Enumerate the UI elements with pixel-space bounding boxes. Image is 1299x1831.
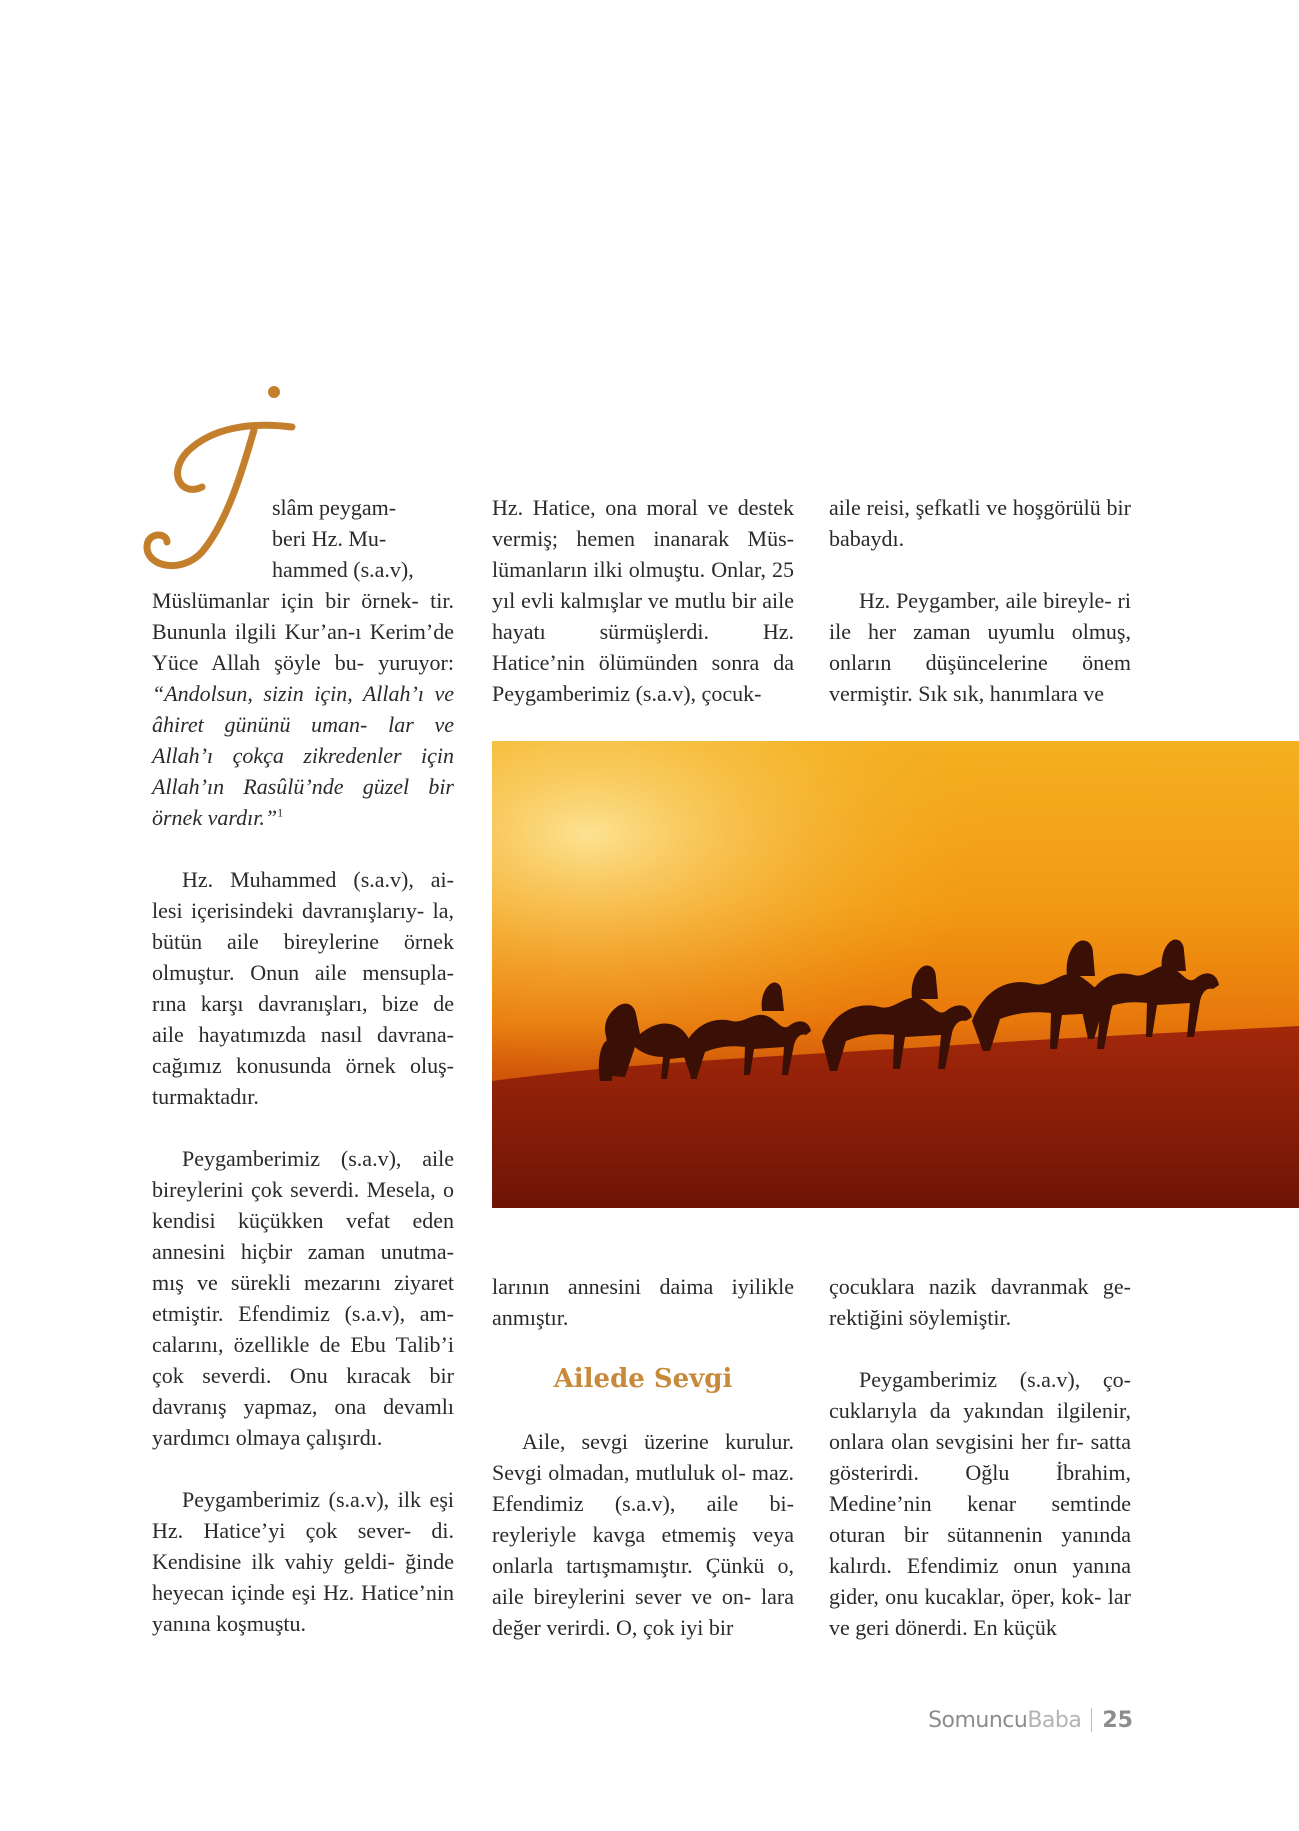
paragraph: aile reisi, şefkatli ve hoşgörülü bir babaydı. [829, 495, 1131, 551]
magazine-logo [928, 1708, 1081, 1733]
article-column-2-bottom [492, 1271, 794, 1643]
intro-line-1: slâm peygam- [272, 495, 397, 520]
article-column-3-top [829, 492, 1131, 709]
paragraph: Hz. Hatice, ona moral ve destek vermiş; hemen inanarak Müs- lümanların ilki olmuştu. Onlar, 25 yıl evli kalmışlar ve mutlu bir aile hayatı sürmüşlerdi. Hz. Hatice’nin ölümünden sonra da Peygamberimiz (s.a.v), çocuk- [492, 495, 794, 706]
paragraph: Hz. Muhammed (s.a.v), ai- lesi içerisindeki davranışlarıy- la, bütün aile bireylerine örnek olmuştur. Onun aile mensupla- rına karşı davranışları, bize de aile hayatımızda nasıl davrana- cağımız konusunda örnek oluş- turmaktadır. [152, 867, 454, 1109]
intro-line-3: hammed (s.a.v), [272, 557, 414, 582]
footnote-marker: 1 [277, 805, 284, 820]
article-column-1 [152, 492, 454, 1639]
page-footer [928, 1704, 1133, 1736]
page-number: 25 [1102, 1707, 1133, 1733]
footer-divider [1091, 1708, 1092, 1732]
logo-part-2: Baba [1027, 1707, 1082, 1733]
article-column-2-top [492, 492, 794, 709]
logo-part-1: Somuncu [928, 1707, 1028, 1733]
paragraph: Aile, sevgi üzerine kurulur. Sevgi olmadan, mutluluk ol- maz. Efendimiz (s.a.v), aile bi- reyleriyle kavga etmemiş veya onlarla tartışmamıştır. Çünkü o, aile bireylerini sever ve on- lara değer verirdi. O, çok iyi bir [492, 1429, 794, 1640]
camel-caravan-photo [492, 741, 1299, 1208]
section-heading: Ailede Sevgi [553, 1364, 733, 1394]
paragraph: Peygamberimiz (s.a.v), aile bireylerini çok severdi. Mesela, o kendisi küçükken vefat eden annesini hiçbir zaman unutma- mış ve sürekli mezarını ziyaret etmiştir. Efendimiz (s.a.v), am- calarını, özellikle de Ebu Talib’i çok severdi. Onu kıracak bir davranış yapmaz, ona devamlı yardımcı olmaya çalışırdı. [152, 1146, 454, 1450]
intro-paragraph [152, 492, 454, 833]
intro-text: Müslümanlar için bir örnek- tir. Bununla ilgili Kur’an-ı Kerim’de Yüce Allah şöyle bu- yuruyor: [152, 588, 454, 675]
quran-quote: “Andolsun, sizin için, Allah’ı ve âhiret gününü uman- lar ve Allah’ı çokça zikredenler için Allah’ın Rasûlü’nde güzel bir örnek vardır.” [152, 681, 454, 830]
paragraph: Hz. Peygamber, aile bireyle- ri ile her zaman uyumlu olmuş, onların düşüncelerine önem vermiştir. Sık sık, hanımlara ve [829, 588, 1131, 706]
article-column-3-bottom [829, 1271, 1131, 1643]
intro-line-2: beri Hz. Mu- [272, 526, 387, 551]
drop-cap-flourish-icon [142, 382, 292, 582]
drop-cap [142, 382, 262, 572]
sunset-image [492, 741, 1299, 1208]
paragraph: Peygamberimiz (s.a.v), ço- cuklarıyla da yakından ilgilenir, onlara olan sevgisini her fır- satta gösterirdi. Oğlu İbrahim, Medine’nin kenar semtinde oturan bir sütannenin yanında kalırdı. Efendimiz onun yanına gider, onu kucaklar, öper, kok- lar ve geri dönerdi. En küçük [829, 1367, 1131, 1640]
paragraph: larının annesini daima iyilikle anmıştır. [492, 1274, 794, 1330]
paragraph: Peygamberimiz (s.a.v), ilk eşi Hz. Hatice’yi çok sever- di. Kendisine ilk vahiy geldi- ğinde heyecan içinde eşi Hz. Hatice’nin yanına koşmuştu. [152, 1487, 454, 1636]
paragraph: çocuklara nazik davranmak ge- rektiğini söylemiştir. [829, 1274, 1131, 1330]
